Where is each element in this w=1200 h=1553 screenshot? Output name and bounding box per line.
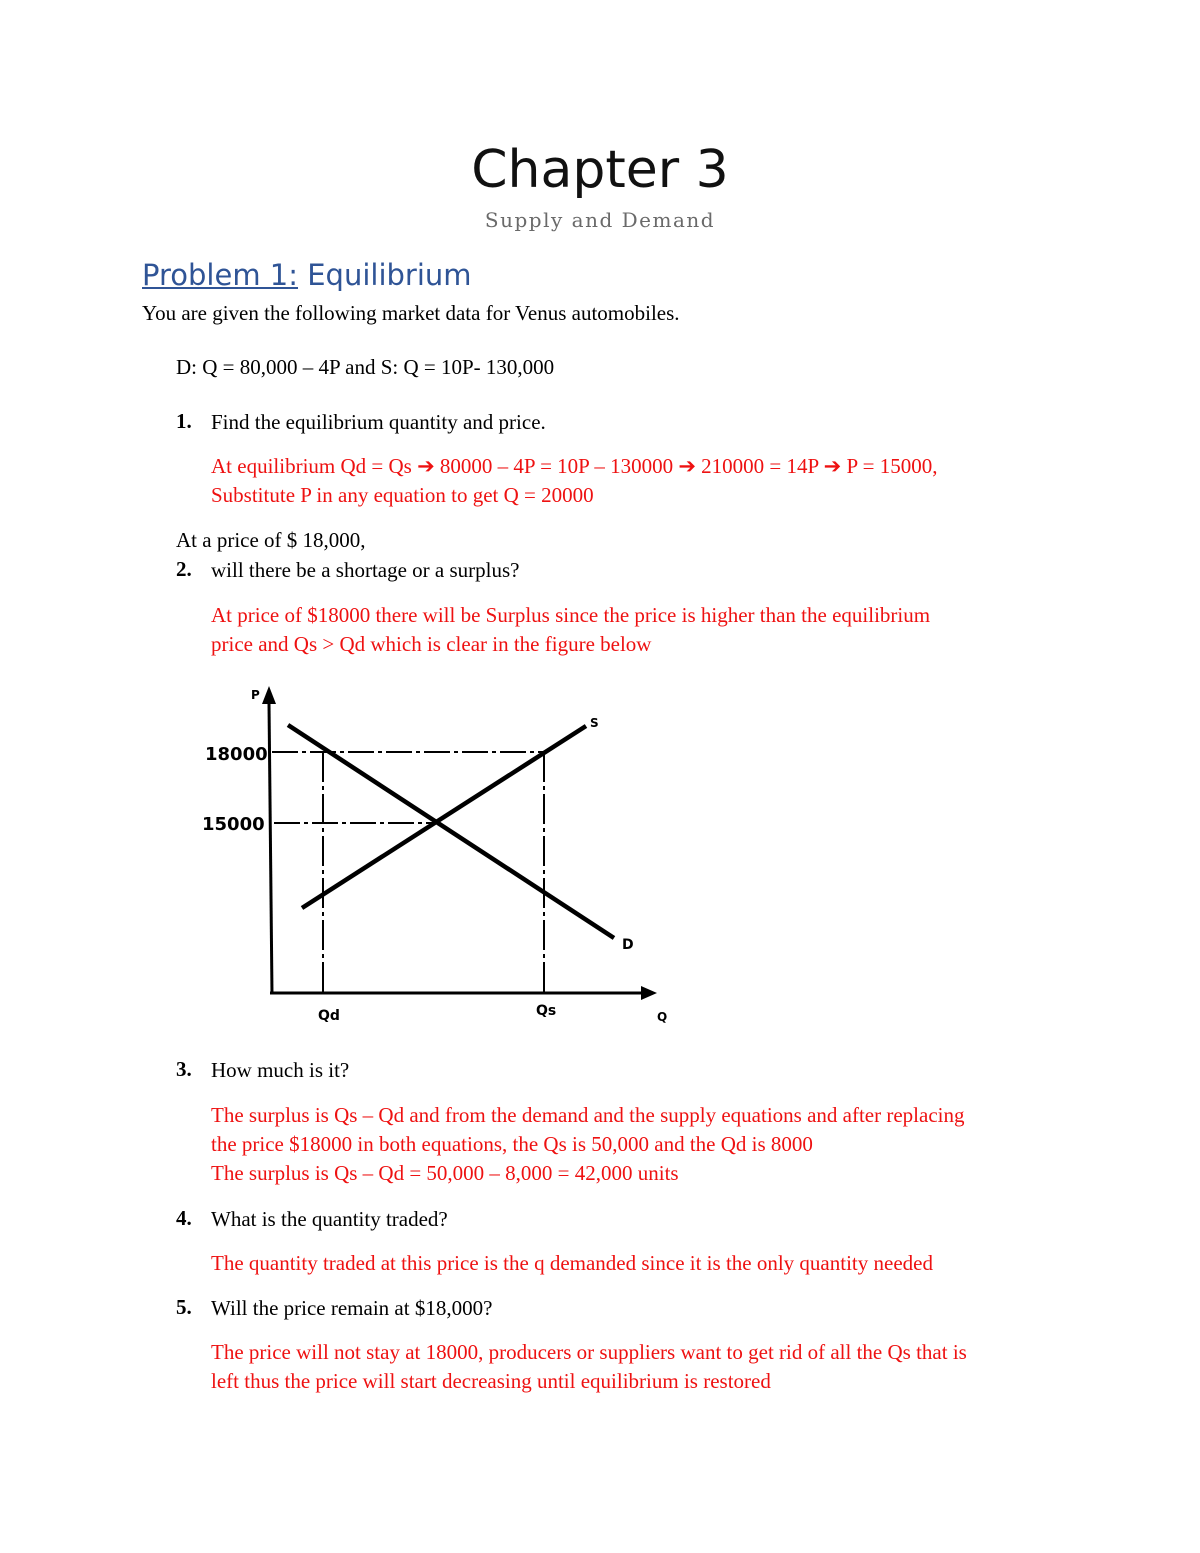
q2-text: will there be a shortage or a surplus? [211,558,520,582]
q3-text: How much is it? [211,1058,350,1082]
q2-answer-line1: At price of $18000 there will be Surplus since the price is higher than the equilibrium [211,603,931,627]
problem-label: Problem 1: [142,258,299,292]
demand-label: D [622,937,634,953]
quantity-axis-arrow [641,986,657,1000]
q4-text: What is the quantity traded? [211,1207,448,1231]
q5-answer-line1: The price will not stay at 18000, producers or suppliers want to get rid of all the Qs that is [211,1340,967,1364]
page-subtitle: Supply and Demand [484,208,716,232]
q3-answer-line1: The surplus is Qs – Qd and from the demand and the supply equations and after replacing [211,1103,965,1127]
price-axis [269,703,272,994]
y-axis-label: P [251,688,260,702]
q2-number: 2. [176,557,192,581]
q3-answer-line2: the price $18000 in both equations, the Qs is 50,000 and the Qd is 8000 [211,1132,813,1156]
q1-text: Find the equilibrium quantity and price. [211,410,546,434]
problem-name: Equilibrium [307,258,472,292]
problem-intro: You are given the following market data for Venus automobiles. [142,301,680,325]
q1-number: 1. [176,409,192,433]
demand-curve [288,725,614,938]
q3-number: 3. [176,1057,192,1081]
q4-number: 4. [176,1206,192,1230]
market-equations: D: Q = 80,000 – 4P and S: Q = 10P- 130,000 [176,355,555,379]
price-axis-arrow [262,686,276,704]
x-axis-label: Q [657,1010,668,1024]
q3-answer-line3: The surplus is Qs – Qd = 50,000 – 8,000 = 42,000 units [211,1161,679,1185]
price-context: At a price of $ 18,000, [176,528,366,552]
supply-label: S [590,716,599,730]
qs-label: Qs [536,1003,557,1019]
page-title: Chapter 3 [471,140,729,200]
qd-label: Qd [318,1008,340,1024]
q5-answer-line2: left thus the price will start decreasing until equilibrium is restored [211,1369,771,1393]
q1-answer-line2: Substitute P in any equation to get Q = 20000 [211,483,594,507]
q1-answer-line1: At equilibrium Qd = Qs ➔ 80000 – 4P = 10P – 130000 ➔ 210000 = 14P ➔ P = 15000, [211,454,938,478]
q2-answer-line2: price and Qs > Qd which is clear in the figure below [211,632,652,656]
q5-number: 5. [176,1295,192,1319]
price-18000-label: 18000 [205,744,268,765]
q4-answer-line1: The quantity traded at this price is the q demanded since it is the only quantity needed [211,1251,933,1275]
q5-text: Will the price remain at $18,000? [211,1296,493,1320]
price-15000-label: 15000 [202,814,265,835]
